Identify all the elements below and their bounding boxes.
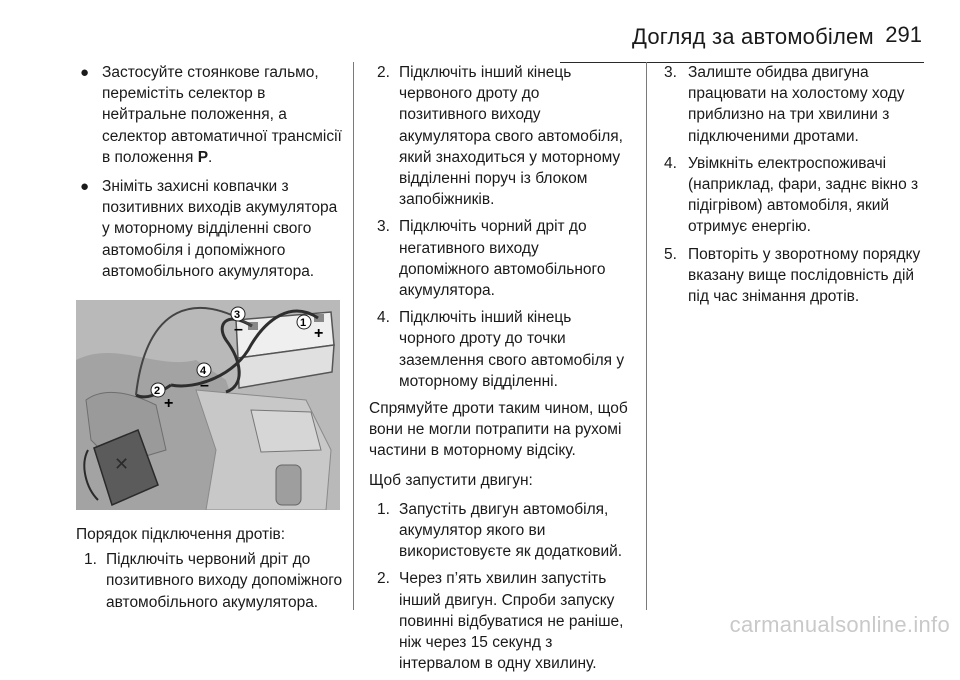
step-number: 4.	[664, 154, 677, 172]
fuse-box	[251, 410, 321, 452]
step-number: 1.	[84, 551, 97, 569]
step-item	[662, 244, 926, 308]
bullet-text: Зніміть захисні ковпачки з позитивних виходів акумулятора у моторному відділенні свого автомобіля і допоміжного автомобільного акумулятора.	[102, 178, 338, 280]
step-number: 5.	[664, 245, 677, 263]
step-text: Залиште обидва двигуна працювати на холостому ходу приблизно на три хвилини з підключеними дротами.	[688, 64, 905, 145]
step-item	[369, 62, 631, 210]
column-3	[662, 62, 926, 313]
step-number: 3.	[377, 218, 390, 236]
bullet-icon: ●	[80, 64, 90, 81]
step-text: Увімкніть електроспоживачі (наприклад, фари, заднє вікно з підігрівом) автомобіля, який отримує енергію.	[688, 154, 919, 236]
step-text: Повторіть у зворотному порядку вказану вище послідовність дій під час знімання дротів.	[688, 245, 921, 306]
step-text: Запустіть двигун автомобіля, акумулятор якого ви використовуєте як додатковий.	[399, 500, 623, 561]
bullet-icon: ●	[80, 178, 90, 196]
step-text: Підключіть чорний дріт до негативного виходу допоміжного автомобільного акумулятора.	[399, 218, 606, 300]
section-title: Догляд за автомобілем	[632, 24, 874, 49]
callout-1: 1	[300, 317, 307, 330]
callout-3: 3	[234, 309, 241, 322]
column-divider-1	[353, 62, 354, 610]
reservoir-cap	[276, 465, 301, 505]
step-number: 2.	[377, 64, 390, 81]
plus-icon: +	[314, 325, 324, 343]
gear-position-label: P	[197, 148, 209, 166]
step-item	[369, 568, 631, 674]
page-header	[560, 22, 924, 63]
step-number: 3.	[664, 64, 677, 81]
cross-icon: ✕	[114, 454, 130, 475]
step-item	[662, 153, 926, 238]
column-divider-2	[646, 62, 647, 610]
figure-caption: Порядок підключення дротів:	[76, 526, 286, 544]
paragraph-cable-routing: Спрямуйте дроти таким чином, щоб вони не могли потрапити на рухомі частини в моторному відсіку.	[369, 400, 628, 460]
minus-icon: –	[234, 321, 243, 339]
step-number: 1.	[377, 500, 390, 518]
column-2	[369, 62, 631, 680]
step-text: Підключіть інший кінець червоного дроту до позитивного виходу акумулятора свого автомобіля, який знаходиться у моторному відділенні поруч із блоком запобіжників.	[399, 64, 623, 209]
watermark: carmanualsonline.info	[729, 612, 950, 637]
paragraph-start-engine: Щоб запустити двигун:	[369, 471, 533, 489]
step-item	[369, 216, 631, 301]
bullet-text-end: .	[208, 148, 213, 166]
bullet-item-parking-brake	[76, 62, 344, 168]
step-item	[369, 307, 631, 392]
column-1	[76, 62, 344, 619]
page-number: 291	[885, 22, 922, 47]
step-item	[369, 499, 631, 563]
step-text: Підключіть червоний дріт до позитивного виходу допоміжного автомобільного акумулятора.	[106, 551, 343, 611]
step-text: Підключіть інший кінець чорного дроту до точки заземлення свого автомобіля у моторному відділенні.	[399, 309, 625, 390]
step-text: Через п’ять хвилин запустіть інший двигун. Спроби запуску повинні відбуватися не раніше, ніж через 15 секунд з інтервалом в одну хвилину.	[399, 570, 624, 673]
minus-icon-2: –	[200, 377, 209, 395]
step-number: 4.	[377, 309, 390, 327]
step-number: 2.	[377, 570, 390, 588]
callout-2: 2	[154, 385, 161, 398]
engine-bay-drawing	[76, 300, 340, 510]
bullet-text: Застосуйте стоянкове гальмо, перемістіть селектор в нейтральне положення, а селектор автоматичної трансмісії в положення	[102, 64, 342, 166]
callout-4: 4	[200, 365, 207, 378]
bullet-item-caps	[76, 176, 344, 282]
step-item	[662, 62, 926, 147]
plus-icon-2: +	[164, 395, 174, 413]
step-item	[76, 549, 344, 613]
jump-start-illustration	[76, 300, 340, 510]
